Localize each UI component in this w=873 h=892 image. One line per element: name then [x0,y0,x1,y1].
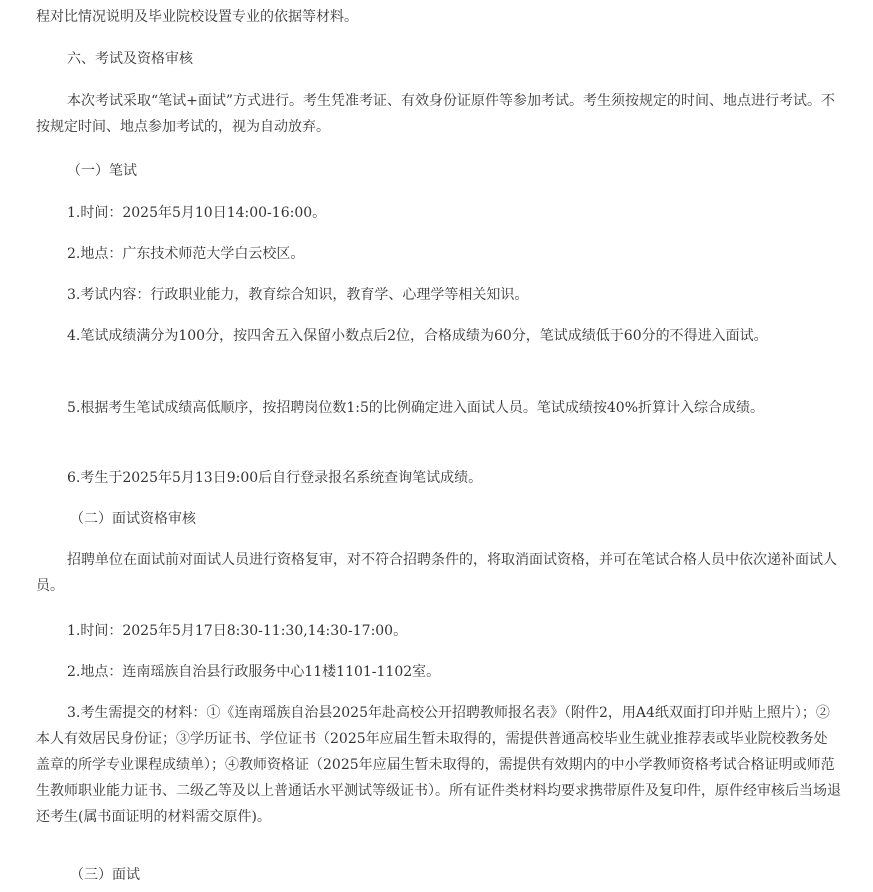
subsection-heading-interview: （三）面试 [70,867,140,883]
section-heading-exam-review: 六、考试及资格审核 [67,51,193,67]
interview-review-location: 2.地点：连南瑶族自治县行政服务中心11楼1101-1102室。 [67,664,441,680]
written-exam-content: 3.考试内容：行政职业能力，教育综合知识，教育学、心理学等相关知识。 [67,287,529,303]
written-exam-location: 2.地点：广东技术师范大学白云校区。 [67,246,305,262]
interview-review-time: 1.时间：2025年5月17日8:30-11:30,14:30-17:00。 [67,623,408,639]
paragraph-exam-method: 本次考试采取“笔试+面试”方式进行。考生凭准考证、有效身份证原件等参加考试。考生须按规定的时间、地点进行考试。不按规定时间、地点参加考试的，视为自动放弃。 [36,93,836,135]
written-exam-time: 1.时间：2025年5月10日14:00-16:00。 [67,205,327,221]
written-exam-ranking: 5.根据考生笔试成绩高低顺序，按招聘岗位数1:5的比例确定进入面试人员。笔试成绩按40%折算计入综合成绩。 [67,400,765,416]
subsection-heading-written-exam: （一）笔试 [67,163,137,179]
written-exam-results-query: 6.考生于2025年5月13日9:00后自行登录报名系统查询笔试成绩。 [67,470,483,486]
interview-review-materials: 3.考生需提交的材料：①《连南瑶族自治县2025年赴高校公开招聘教师报名表》（附件2，用A4纸双面打印并贴上照片）；②本人有效居民身份证；③学历证书、学位证书（2025年应届生暂未取得的，需提供普通高校毕业生就业推荐表或毕业院校教务处盖章的所学专业课程成绩单）；④教师资格证（2025年应届生暂未取得的，需提供有效期内的中小学教师资格考试合格证明或师范生教师职业能力证书、二级乙等及以上普通话水平测试等级证书）。所有证件类材料均要求携带原件及复印件，原件经审核后当场退还考生(属书面证明的材料需交原件)。 [36,705,841,825]
paragraph-interview-review: 招聘单位在面试前对面试人员进行资格复审，对不符合招聘条件的，将取消面试资格，并可在笔试合格人员中依次递补面试人员。 [36,552,837,594]
paragraph-continuation: 程对比情况说明及毕业院校设置专业的依据等材料。 [36,9,358,25]
subsection-heading-interview-review: （二）面试资格审核 [70,511,196,527]
written-exam-scoring: 4.笔试成绩满分为100分，按四舍五入保留小数点后2位，合格成绩为60分，笔试成绩低于60分的不得进入面试。 [67,328,768,344]
